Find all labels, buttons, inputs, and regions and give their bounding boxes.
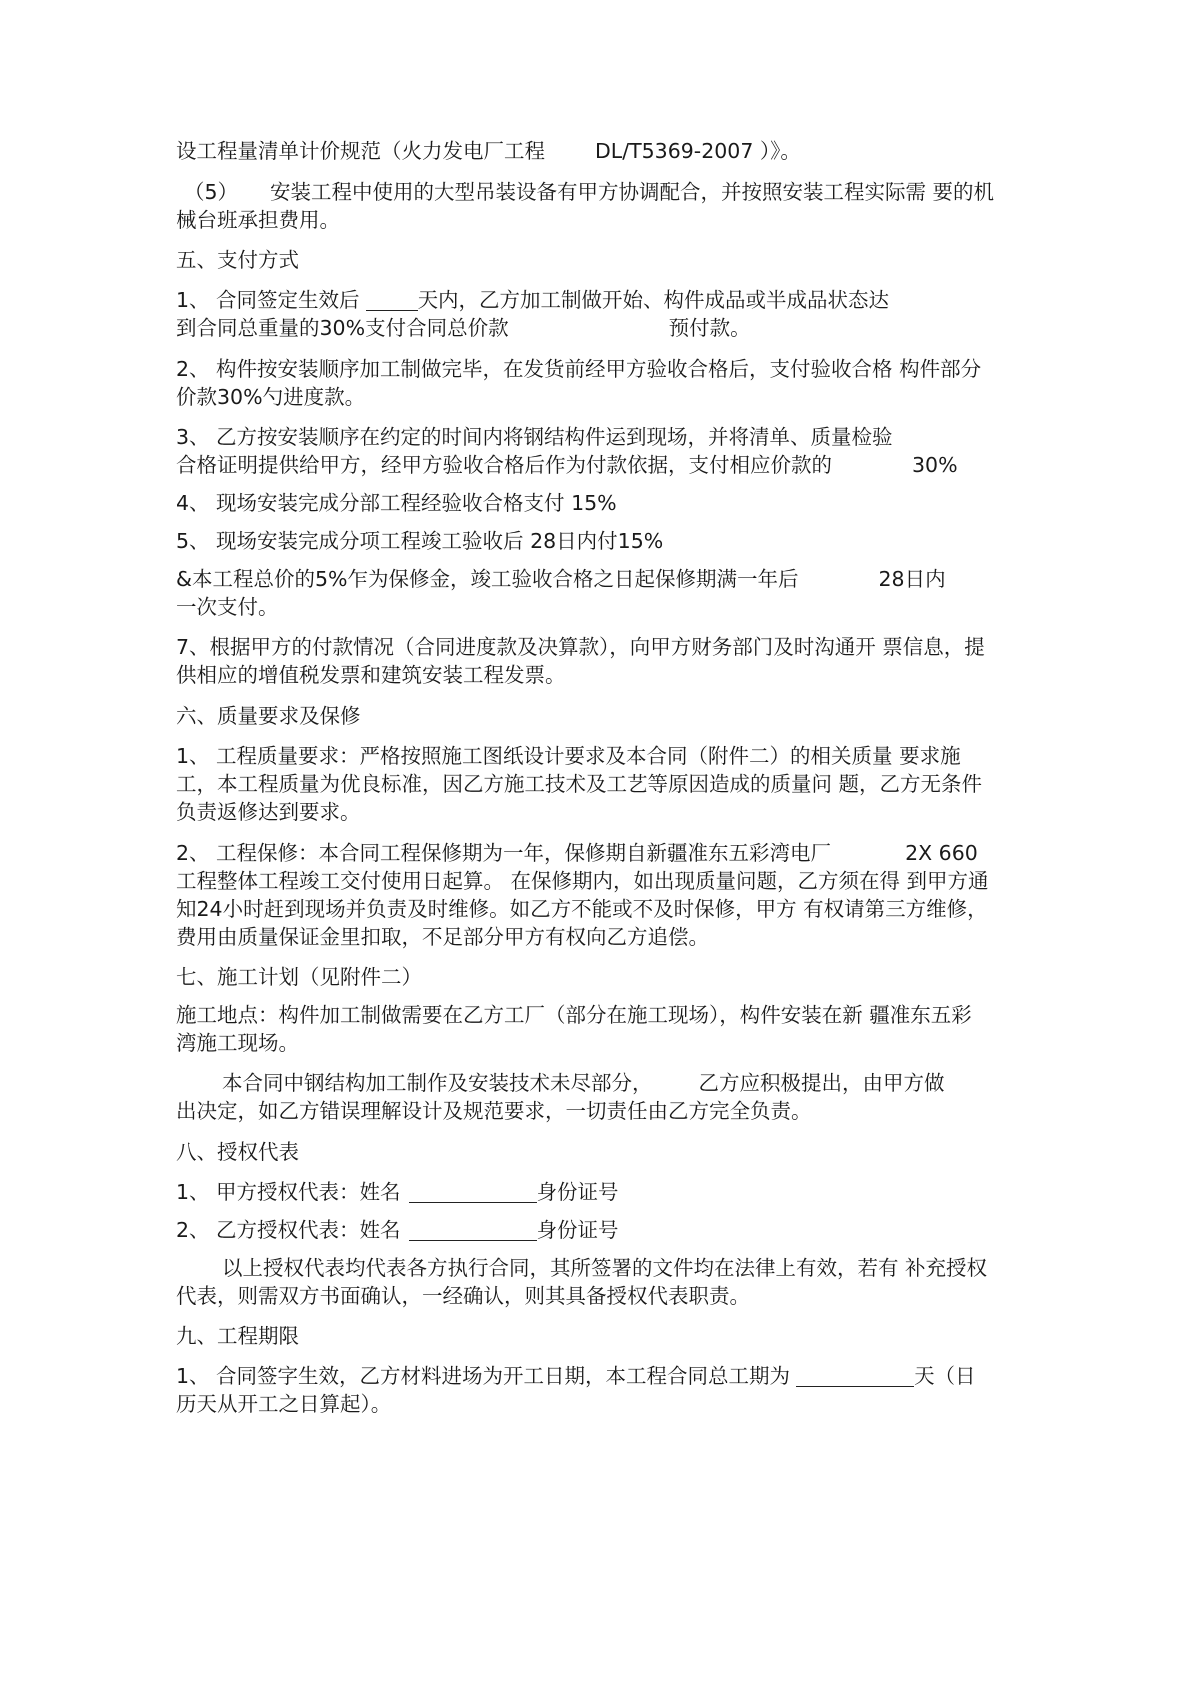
section-heading: 八、授权代表	[176, 1140, 299, 1164]
text-line: 施工地点：构件加工制做需要在乙方工厂（部分在施工现场），构件安装在新 疆准东五彩	[176, 1003, 972, 1027]
text-segment: 天（日	[914, 1364, 976, 1388]
text-segment: 28日内	[878, 567, 946, 591]
text-segment: 天内，乙方加工制做开始、构件成品或半成品状态达	[417, 288, 890, 312]
text-line: 2、 构件按安装顺序加工制做完毕，在发货前经甲方验收合格后，支付验收合格 构件部分	[176, 357, 982, 381]
text-line: 7、根据甲方的付款情况（合同进度款及决算款），向甲方财务部门及时沟通开 票信息，提	[176, 635, 985, 659]
fill-in-blank	[409, 1218, 537, 1241]
text-line	[176, 1361, 976, 1391]
text-line: 工程整体工程竣工交付使用日起算。 在保修期内，如出现质量问题，乙方须在得 到甲方通	[176, 869, 989, 893]
text-segment: 1、 甲方授权代表：姓名	[176, 1180, 401, 1204]
text-segment: 2、 工程保修：本合同工程保修期为一年，保修期自新疆准东五彩湾电厂	[176, 841, 832, 865]
text-line	[176, 1068, 945, 1098]
text-line: 4、 现场安装完成分部工程经验收合格支付 15%	[176, 491, 617, 515]
text-line	[176, 450, 958, 480]
text-segment: &本工程总价的5%乍为保修金，竣工验收合格之日起保修期满一年后	[176, 567, 799, 591]
text-segment: 1、 合同签定生效后	[176, 288, 360, 312]
text-segment: 设工程量清单计价规范（火力发电厂工程	[176, 139, 545, 163]
text-segment: 以上授权代表均代表各方执行合同，其所签署的文件均在法律上有效，若有 补充授权	[222, 1256, 988, 1280]
text-line	[176, 838, 978, 868]
text-segment: 合格证明提供给甲方，经甲方验收合格后作为付款依据，支付相应价款的	[176, 453, 832, 477]
text-line: 出决定，如乙方错误理解设计及规范要求，一切责任由乙方完全负责。	[176, 1099, 812, 1123]
text-segment: 2、 乙方授权代表：姓名	[176, 1218, 401, 1242]
text-segment: 2X 660	[905, 841, 978, 865]
text-line: 一次支付。	[176, 595, 279, 619]
section-heading: 七、施工计划（见附件二）	[176, 965, 422, 989]
text-line: 5、 现场安装完成分项工程竣工验收后 28日内付15%	[176, 529, 664, 553]
text-segment: 到合同总重量的30%支付合同总价款	[176, 316, 509, 340]
text-line: 工，本工程质量为优良标准，因乙方施工技术及工艺等原因造成的质量问 题，乙方无条件	[176, 772, 983, 796]
section-heading: 五、支付方式	[176, 248, 299, 272]
text-line	[176, 1177, 619, 1207]
text-line: 供相应的增值税发票和建筑安装工程发票。	[176, 663, 566, 687]
text-segment: 1、 合同签字生效，乙方材料进场为开工日期，本工程合同总工期为	[176, 1364, 791, 1388]
text-segment: DL/T5369-2007 ）》。	[595, 139, 801, 163]
text-line: 费用由质量保证金里扣取，不足部分甲方有权向乙方追偿。	[176, 925, 709, 949]
text-line	[176, 564, 946, 594]
text-line	[176, 285, 889, 315]
text-line	[176, 1215, 619, 1245]
text-line: 历天从开工之日算起）。	[176, 1392, 392, 1416]
fill-in-blank	[409, 1180, 537, 1203]
text-segment: 本合同中钢结构加工制作及安装技术未尽部分，	[222, 1071, 653, 1095]
section-heading: 六、质量要求及保修	[176, 704, 361, 728]
text-line: 1、 工程质量要求：严格按照施工图纸设计要求及本合同（附件二）的相关质量 要求施	[176, 744, 961, 768]
text-segment: 安装工程中使用的大型吊装设备有甲方协调配合，并按照安装工程实际需 要的机	[270, 180, 995, 204]
text-line: 知24小时赶到现场并负责及时维修。如乙方不能或不及时保修，甲方 有权请第三方维修，	[176, 897, 988, 921]
text-line: 负责返修达到要求。	[176, 800, 361, 824]
text-segment: 身份证号	[536, 1218, 619, 1242]
text-line	[176, 313, 751, 343]
text-segment: 乙方应积极提出，由甲方做	[698, 1071, 945, 1095]
text-segment: 30%	[912, 453, 958, 477]
text-segment: 预付款。	[668, 316, 751, 340]
text-line: 3、 乙方按安装顺序在约定的时间内将钢结构件运到现场，并将清单、质量检验	[176, 425, 893, 449]
text-line: 湾施工现场。	[176, 1031, 299, 1055]
fill-in-blank	[796, 1364, 914, 1387]
fill-in-blank	[366, 288, 418, 311]
text-line	[176, 136, 801, 166]
section-heading: 九、工程期限	[176, 1324, 299, 1348]
text-line: 代表，则需双方书面确认，一经确认，则其具备授权代表职责。	[176, 1284, 750, 1308]
text-segment: （5）	[184, 180, 239, 204]
text-line	[176, 1253, 987, 1283]
text-segment: 身份证号	[536, 1180, 619, 1204]
text-line: 价款30%勺进度款。	[176, 385, 366, 409]
text-line	[176, 177, 994, 207]
text-line: 械台班承担费用。	[176, 208, 340, 232]
